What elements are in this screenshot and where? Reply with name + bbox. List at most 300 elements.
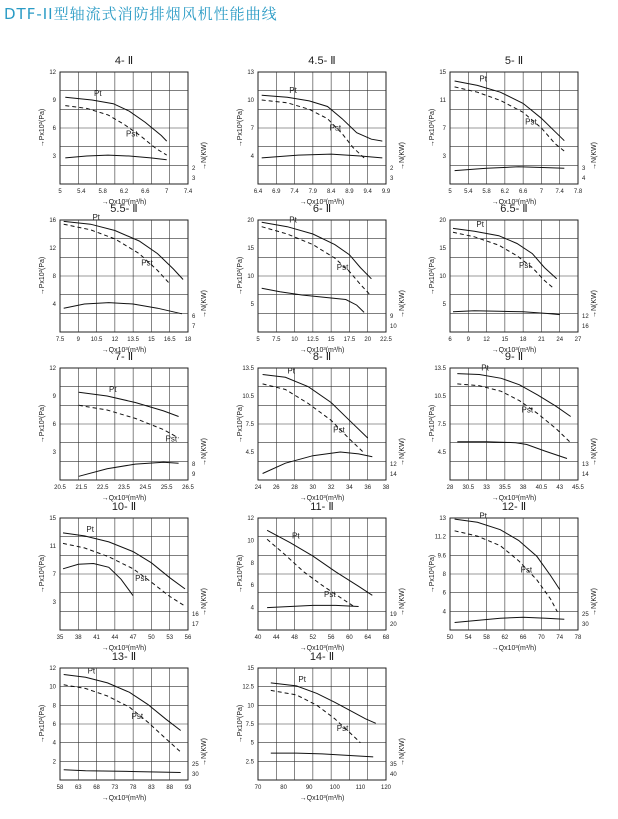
x-axis-label: →Qx10³(m³/h) bbox=[101, 495, 147, 502]
x-tick-label: 30.5 bbox=[462, 485, 475, 491]
series-label-pst: Pst bbox=[329, 123, 342, 133]
x-tick-label: 44 bbox=[111, 635, 119, 641]
series-label-pt: Pt bbox=[479, 511, 487, 521]
x-tick-label: 35 bbox=[56, 635, 64, 641]
x-tick-label: 22.5 bbox=[380, 337, 392, 343]
series-line-pt bbox=[455, 519, 560, 589]
y-tick-label: 20 bbox=[247, 218, 254, 224]
y-tick-label: 13.5 bbox=[242, 366, 254, 372]
series-label-pst: Pst bbox=[336, 723, 349, 733]
y2-tick-label: 14 bbox=[390, 472, 397, 478]
x-tick-label: 7.4 bbox=[555, 189, 564, 195]
y-axis-label: →Px10²(Pa) bbox=[237, 404, 244, 444]
y2-axis-label: →N(KW) bbox=[201, 290, 208, 318]
x-tick-label: 15 bbox=[148, 337, 155, 343]
series-label-pt: Pt bbox=[481, 363, 489, 373]
x-tick-label: 58 bbox=[483, 635, 490, 641]
y2-tick-label: 14 bbox=[582, 472, 589, 478]
chart-title: 13- Ⅱ bbox=[111, 651, 137, 663]
x-tick-label: 10 bbox=[291, 337, 298, 343]
y-axis-label: →Px10²(Pa) bbox=[429, 404, 436, 444]
y2-tick-label: 8 bbox=[192, 462, 196, 468]
y-tick-label: 4 bbox=[442, 609, 446, 616]
x-tick-label: 6.9 bbox=[272, 189, 281, 195]
x-tick-label: 21.5 bbox=[75, 485, 88, 491]
y-tick-label: 3 bbox=[52, 600, 56, 606]
y-tick-label: 11 bbox=[49, 544, 56, 550]
y-tick-label: 3 bbox=[442, 154, 446, 160]
x-tick-label: 5.4 bbox=[464, 189, 473, 195]
x-tick-label: 48 bbox=[291, 635, 298, 641]
x-tick-label: 73 bbox=[111, 785, 119, 791]
x-tick-label: 7.5 bbox=[55, 337, 65, 343]
x-tick-label: 22.5 bbox=[96, 485, 109, 491]
y-tick-label: 7 bbox=[52, 572, 56, 578]
y2-axis-label: →N(KW) bbox=[201, 142, 208, 170]
x-tick-label: 64 bbox=[364, 635, 372, 641]
y-tick-label: 4.5 bbox=[245, 450, 254, 456]
x-tick-label: 58 bbox=[56, 785, 64, 791]
x-tick-label: 20 bbox=[364, 337, 372, 343]
series-line-n bbox=[457, 442, 567, 459]
chart-title: 14- Ⅱ bbox=[309, 651, 335, 663]
x-tick-label: 20.5 bbox=[54, 485, 66, 491]
series-line-pt bbox=[262, 222, 372, 279]
x-tick-label: 60 bbox=[346, 635, 353, 641]
y2-tick-label: 12 bbox=[390, 462, 397, 468]
y-axis-label: →Px10²(Pa) bbox=[237, 704, 244, 744]
y-tick-label: 10 bbox=[49, 684, 56, 691]
series-line-pt bbox=[267, 530, 372, 595]
x-tick-label: 68 bbox=[382, 635, 390, 641]
series-label-pt: Pt bbox=[94, 89, 102, 98]
y-tick-label: 11 bbox=[439, 98, 446, 104]
series-line-pst bbox=[64, 224, 170, 284]
y-tick-label: 6 bbox=[442, 590, 446, 597]
x-axis-label: →Qx10³(m³/h) bbox=[299, 495, 345, 502]
chart-title: 5.5- Ⅱ bbox=[110, 203, 138, 215]
y-tick-label: 12 bbox=[49, 366, 56, 372]
series-line-pt bbox=[64, 221, 183, 279]
x-tick-label: 9.4 bbox=[363, 189, 372, 195]
chart-title: 12- Ⅱ bbox=[501, 501, 527, 513]
x-tick-label: 70 bbox=[254, 785, 262, 791]
x-tick-label: 5 bbox=[448, 189, 452, 195]
y2-tick-label: 12 bbox=[582, 314, 589, 320]
x-tick-label: 7 bbox=[539, 189, 544, 195]
x-tick-label: 8.9 bbox=[345, 189, 354, 195]
series-line-n bbox=[263, 452, 373, 474]
x-tick-label: 54 bbox=[464, 635, 472, 641]
x-tick-label: 5 bbox=[58, 189, 62, 195]
x-tick-label: 12 bbox=[111, 337, 119, 343]
y-tick-label: 5 bbox=[250, 302, 254, 308]
y-tick-label: 11.2 bbox=[434, 534, 446, 541]
y-tick-label: 8 bbox=[442, 572, 446, 578]
x-tick-label: 120 bbox=[380, 785, 392, 791]
y-axis-label: →Px10²(Pa) bbox=[237, 256, 244, 296]
chart-panel bbox=[237, 55, 406, 206]
x-tick-label: 66 bbox=[519, 635, 527, 641]
x-tick-label: 83 bbox=[148, 785, 155, 791]
y-tick-label: 10.5 bbox=[242, 394, 254, 400]
y-tick-label: 15 bbox=[49, 516, 56, 522]
y-tick-label: 9 bbox=[52, 98, 56, 104]
chart-panel bbox=[39, 351, 208, 502]
x-tick-label: 36 bbox=[364, 485, 372, 491]
x-tick-label: 43 bbox=[556, 485, 564, 491]
chart-panel bbox=[429, 351, 598, 502]
series-label-pst: Pst bbox=[135, 573, 147, 583]
x-tick-label: 28 bbox=[291, 485, 298, 491]
y-tick-label: 20 bbox=[439, 218, 446, 224]
y-tick-label: 4 bbox=[52, 302, 56, 308]
y-axis-label: →Px10²(Pa) bbox=[39, 404, 46, 444]
y-tick-label: 4 bbox=[250, 605, 254, 612]
x-tick-label: 6 bbox=[448, 337, 452, 343]
y2-tick-label: 6 bbox=[192, 314, 196, 320]
series-label-pt: Pt bbox=[109, 385, 117, 394]
x-tick-label: 6.2 bbox=[119, 189, 129, 195]
y2-axis-label: →N(KW) bbox=[591, 438, 598, 466]
series-line-pt bbox=[79, 392, 179, 416]
x-tick-label: 28 bbox=[446, 485, 454, 491]
y-tick-label: 10 bbox=[439, 274, 446, 280]
x-tick-label: 9.9 bbox=[381, 189, 391, 195]
x-tick-label: 17.5 bbox=[343, 337, 356, 343]
y2-axis-label: →N(KW) bbox=[399, 290, 406, 318]
series-line-pt bbox=[271, 683, 376, 723]
y-axis-label: →Px10²(Pa) bbox=[429, 256, 436, 296]
x-tick-label: 80 bbox=[280, 785, 287, 791]
x-tick-label: 24.5 bbox=[139, 485, 152, 491]
x-tick-label: 12.5 bbox=[307, 337, 319, 343]
y-axis-label: →Px10²(Pa) bbox=[237, 108, 244, 148]
x-tick-label: 78 bbox=[574, 635, 582, 641]
x-tick-label: 52 bbox=[309, 635, 317, 641]
x-tick-label: 7.9 bbox=[308, 189, 318, 195]
x-tick-label: 7.4 bbox=[290, 189, 299, 195]
chart-panel bbox=[429, 203, 598, 354]
y-tick-label: 7.5 bbox=[245, 422, 254, 428]
y2-tick-label: 20 bbox=[390, 622, 397, 628]
x-tick-label: 88 bbox=[166, 785, 174, 791]
x-axis-label: →Qx10³(m³/h) bbox=[299, 645, 345, 652]
x-axis-label: →Qx10³(m³/h) bbox=[491, 495, 537, 502]
x-axis-label: →Qx10³(m³/h) bbox=[491, 199, 537, 206]
chart-title: 7- Ⅱ bbox=[114, 351, 134, 363]
chart-panel bbox=[237, 501, 406, 652]
y-axis-label: →Px10²(Pa) bbox=[39, 554, 46, 594]
x-axis-label: →Qx10³(m³/h) bbox=[299, 199, 345, 206]
x-tick-label: 5.8 bbox=[482, 189, 491, 195]
y2-tick-label: 3 bbox=[192, 176, 196, 182]
x-tick-label: 50 bbox=[148, 635, 155, 641]
chart-title: 11- Ⅱ bbox=[310, 501, 334, 513]
series-line-n bbox=[79, 462, 179, 476]
y-tick-label: 10 bbox=[247, 274, 254, 280]
y2-tick-label: 25 bbox=[582, 612, 589, 618]
y-tick-label: 15 bbox=[439, 70, 446, 76]
series-line-pst bbox=[267, 539, 354, 606]
y-tick-label: 10 bbox=[247, 703, 254, 710]
y-tick-label: 13.5 bbox=[434, 366, 446, 372]
y2-tick-label: 9 bbox=[390, 314, 394, 320]
series-label-pt: Pt bbox=[289, 86, 297, 96]
series-line-n bbox=[64, 303, 182, 314]
x-tick-label: 110 bbox=[355, 785, 366, 791]
series-line-pst bbox=[455, 531, 558, 612]
x-tick-label: 74 bbox=[556, 635, 564, 641]
x-tick-label: 21 bbox=[538, 337, 545, 343]
y2-tick-label: 7 bbox=[192, 324, 196, 330]
x-tick-label: 18 bbox=[519, 337, 527, 343]
x-tick-label: 15 bbox=[501, 337, 509, 343]
y2-tick-label: 13 bbox=[582, 462, 589, 468]
y-tick-label: 8 bbox=[52, 274, 56, 280]
y2-tick-label: 3 bbox=[390, 176, 394, 182]
x-tick-label: 62 bbox=[501, 635, 509, 641]
chart-title: 10- Ⅱ bbox=[111, 501, 137, 513]
y2-axis-label: →N(KW) bbox=[591, 588, 598, 616]
y2-tick-label: 2 bbox=[192, 166, 196, 172]
series-line-pst bbox=[271, 690, 361, 742]
y2-tick-label: 2 bbox=[390, 166, 394, 172]
y-tick-label: 8 bbox=[52, 703, 56, 710]
x-tick-label: 38 bbox=[382, 485, 390, 491]
y-tick-label: 7 bbox=[442, 126, 446, 132]
x-axis-label: →Qx10³(m³/h) bbox=[101, 199, 147, 206]
y-tick-label: 5 bbox=[250, 740, 254, 747]
series-label-pt: Pt bbox=[476, 220, 484, 230]
chart-title: 4.5- Ⅱ bbox=[308, 55, 336, 67]
y-tick-label: 6 bbox=[250, 583, 254, 590]
y-tick-label: 12.5 bbox=[242, 684, 254, 691]
series-line-n bbox=[455, 617, 565, 622]
x-tick-label: 30 bbox=[309, 485, 317, 491]
y-tick-label: 12 bbox=[49, 246, 56, 252]
series-label-pt: Pt bbox=[479, 74, 487, 84]
chart-panel bbox=[39, 651, 208, 802]
chart-panel bbox=[39, 55, 208, 206]
chart-title: 6- Ⅱ bbox=[312, 203, 332, 215]
series-line-pt bbox=[262, 95, 383, 141]
y-axis-label: →Px10²(Pa) bbox=[39, 256, 46, 296]
y-tick-label: 2.5 bbox=[245, 759, 254, 766]
series-label-pst: Pst bbox=[521, 405, 534, 415]
y-tick-label: 16 bbox=[49, 218, 56, 224]
y2-tick-label: 25 bbox=[192, 762, 199, 768]
series-label-pst: Pst bbox=[131, 712, 144, 722]
series-label-pst: Pst bbox=[525, 117, 537, 127]
series-label-pt: Pt bbox=[292, 531, 300, 541]
series-label-pt: Pt bbox=[298, 674, 306, 684]
y-tick-label: 3 bbox=[52, 450, 56, 456]
series-line-pt bbox=[455, 81, 565, 141]
series-label-pt: Pt bbox=[87, 666, 96, 676]
y-axis-label: →Px10²(Pa) bbox=[429, 108, 436, 148]
x-tick-label: 44 bbox=[272, 635, 280, 641]
series-label-pst: Pst bbox=[324, 590, 336, 600]
y-tick-label: 15 bbox=[247, 246, 254, 252]
series-line-n bbox=[64, 770, 181, 773]
x-tick-label: 16.5 bbox=[163, 337, 176, 343]
y2-axis-label: →N(KW) bbox=[201, 588, 208, 616]
y2-axis-label: →N(KW) bbox=[399, 588, 406, 616]
x-tick-label: 7.5 bbox=[272, 337, 281, 343]
chart-title: 9- Ⅱ bbox=[504, 351, 524, 363]
series-label-pt: Pt bbox=[287, 366, 295, 376]
x-tick-label: 40.5 bbox=[535, 485, 548, 491]
chart-title: 8- Ⅱ bbox=[312, 351, 332, 363]
y2-tick-label: 19 bbox=[390, 612, 397, 618]
series-line-pst bbox=[457, 384, 570, 443]
series-label-pst: Pst bbox=[336, 263, 349, 273]
y-tick-label: 13 bbox=[439, 516, 446, 522]
y2-tick-label: 17 bbox=[192, 622, 199, 628]
y-tick-label: 9.6 bbox=[437, 553, 446, 560]
y-tick-label: 7 bbox=[250, 126, 254, 132]
x-tick-label: 6.4 bbox=[253, 189, 263, 195]
series-label-pst: Pst bbox=[126, 129, 138, 139]
x-tick-label: 68 bbox=[93, 785, 100, 791]
x-tick-label: 5.8 bbox=[98, 189, 107, 195]
x-axis-label: →Qx10³(m³/h) bbox=[101, 347, 147, 354]
y-tick-label: 7.5 bbox=[437, 422, 446, 428]
series-line-pt bbox=[457, 374, 570, 417]
series-label-pt: Pt bbox=[289, 215, 297, 225]
y-tick-label: 10 bbox=[247, 98, 254, 104]
y2-axis-label: →N(KW) bbox=[591, 290, 598, 318]
y2-tick-label: 3 bbox=[582, 166, 586, 172]
series-label-pst: Pst bbox=[520, 565, 533, 575]
y-tick-label: 10.5 bbox=[434, 394, 446, 400]
x-tick-label: 33 bbox=[483, 485, 490, 491]
x-tick-label: 23.5 bbox=[118, 485, 130, 491]
series-line-pt bbox=[63, 533, 185, 589]
series-line-n bbox=[63, 564, 133, 596]
x-tick-label: 7.8 bbox=[573, 189, 583, 195]
x-tick-label: 56 bbox=[184, 635, 192, 641]
x-tick-label: 70 bbox=[538, 635, 545, 641]
y-axis-label: →Px10²(Pa) bbox=[429, 554, 436, 594]
y2-tick-label: 30 bbox=[582, 622, 589, 628]
x-axis-label: →Qx10³(m³/h) bbox=[491, 645, 537, 652]
y2-axis-label: →N(KW) bbox=[399, 438, 406, 466]
chart-panel bbox=[39, 501, 208, 652]
series-line-pt bbox=[263, 375, 368, 439]
x-tick-label: 41 bbox=[93, 635, 100, 641]
x-tick-label: 27 bbox=[574, 337, 582, 343]
series-line-pst bbox=[79, 405, 179, 438]
x-tick-label: 25.5 bbox=[160, 485, 173, 491]
y-tick-label: 2 bbox=[52, 759, 56, 766]
y2-tick-label: 10 bbox=[390, 324, 397, 330]
series-line-n bbox=[453, 311, 560, 315]
y-tick-label: 8 bbox=[250, 560, 254, 567]
y2-tick-label: 16 bbox=[582, 324, 589, 330]
y2-tick-label: 16 bbox=[192, 612, 199, 618]
y-tick-label: 15 bbox=[439, 246, 446, 252]
x-tick-label: 8.4 bbox=[326, 189, 336, 195]
x-tick-label: 12 bbox=[483, 337, 490, 343]
x-tick-label: 78 bbox=[129, 785, 137, 791]
x-tick-label: 9 bbox=[76, 337, 80, 343]
chart-title: 4- Ⅱ bbox=[114, 55, 134, 67]
x-tick-label: 34 bbox=[346, 485, 353, 491]
x-tick-label: 24 bbox=[556, 337, 564, 343]
page-title: DTF-II型轴流式消防排烟风机性能曲线 bbox=[4, 5, 278, 23]
x-tick-label: 100 bbox=[329, 785, 340, 791]
x-tick-label: 18 bbox=[184, 337, 192, 343]
chart-panel bbox=[237, 203, 406, 354]
x-axis-label: →Qx10³(m³/h) bbox=[491, 347, 537, 354]
series-label-pt: Pt bbox=[86, 524, 94, 534]
x-tick-label: 24 bbox=[254, 485, 262, 491]
x-tick-label: 5.4 bbox=[77, 189, 86, 195]
x-tick-label: 50 bbox=[446, 635, 454, 641]
y-tick-label: 6 bbox=[52, 722, 56, 728]
x-tick-label: 9 bbox=[466, 337, 470, 343]
x-tick-label: 15 bbox=[327, 337, 335, 343]
x-axis-label: →Qx10³(m³/h) bbox=[101, 795, 147, 802]
x-tick-label: 6.6 bbox=[141, 189, 150, 195]
y2-tick-label: 30 bbox=[192, 772, 199, 778]
chart-panel bbox=[237, 651, 406, 802]
x-axis-label: →Qx10³(m³/h) bbox=[299, 795, 345, 802]
series-label-pst: Pst bbox=[141, 258, 153, 268]
chart-panel bbox=[237, 351, 406, 502]
y-tick-label: 12 bbox=[49, 70, 56, 76]
y-tick-label: 13 bbox=[247, 70, 254, 76]
x-tick-label: 53 bbox=[166, 635, 174, 641]
y2-axis-label: →N(KW) bbox=[399, 142, 406, 170]
y-tick-label: 6 bbox=[52, 422, 56, 428]
x-tick-label: 13.5 bbox=[127, 337, 139, 343]
x-tick-label: 26 bbox=[272, 485, 280, 491]
y-tick-label: 9 bbox=[52, 394, 56, 400]
series-line-n bbox=[271, 753, 373, 757]
x-tick-label: 93 bbox=[184, 785, 192, 791]
y2-axis-label: →N(KW) bbox=[399, 738, 406, 766]
x-tick-label: 26.5 bbox=[182, 485, 194, 491]
chart-panel bbox=[429, 55, 598, 206]
x-tick-label: 6.6 bbox=[518, 189, 528, 195]
y-tick-label: 12 bbox=[49, 666, 56, 672]
y-tick-label: 4 bbox=[52, 740, 56, 747]
y-tick-label: 7.5 bbox=[245, 722, 254, 728]
series-label-pst: Pst bbox=[519, 260, 531, 270]
chart-panel bbox=[429, 501, 598, 652]
chart-title: 6.5- Ⅱ bbox=[500, 203, 528, 215]
y-axis-label: →Px10²(Pa) bbox=[39, 108, 46, 148]
series-label-pst: Pst bbox=[333, 425, 345, 435]
y-axis-label: →Px10²(Pa) bbox=[39, 704, 46, 744]
y2-axis-label: →N(KW) bbox=[201, 738, 208, 766]
x-tick-label: 45.5 bbox=[572, 485, 584, 491]
y-tick-label: 12 bbox=[247, 516, 254, 522]
y-tick-label: 5 bbox=[442, 302, 446, 308]
x-tick-label: 7.4 bbox=[183, 189, 193, 195]
y-tick-label: 3 bbox=[52, 154, 56, 160]
series-line-pst bbox=[64, 685, 181, 752]
series-line-pt bbox=[64, 675, 181, 731]
x-axis-label: →Qx10³(m³/h) bbox=[101, 645, 147, 652]
x-tick-label: 5 bbox=[256, 337, 260, 343]
y2-tick-label: 40 bbox=[390, 772, 397, 778]
x-tick-label: 90 bbox=[305, 785, 313, 791]
series-line-pst bbox=[262, 227, 370, 294]
